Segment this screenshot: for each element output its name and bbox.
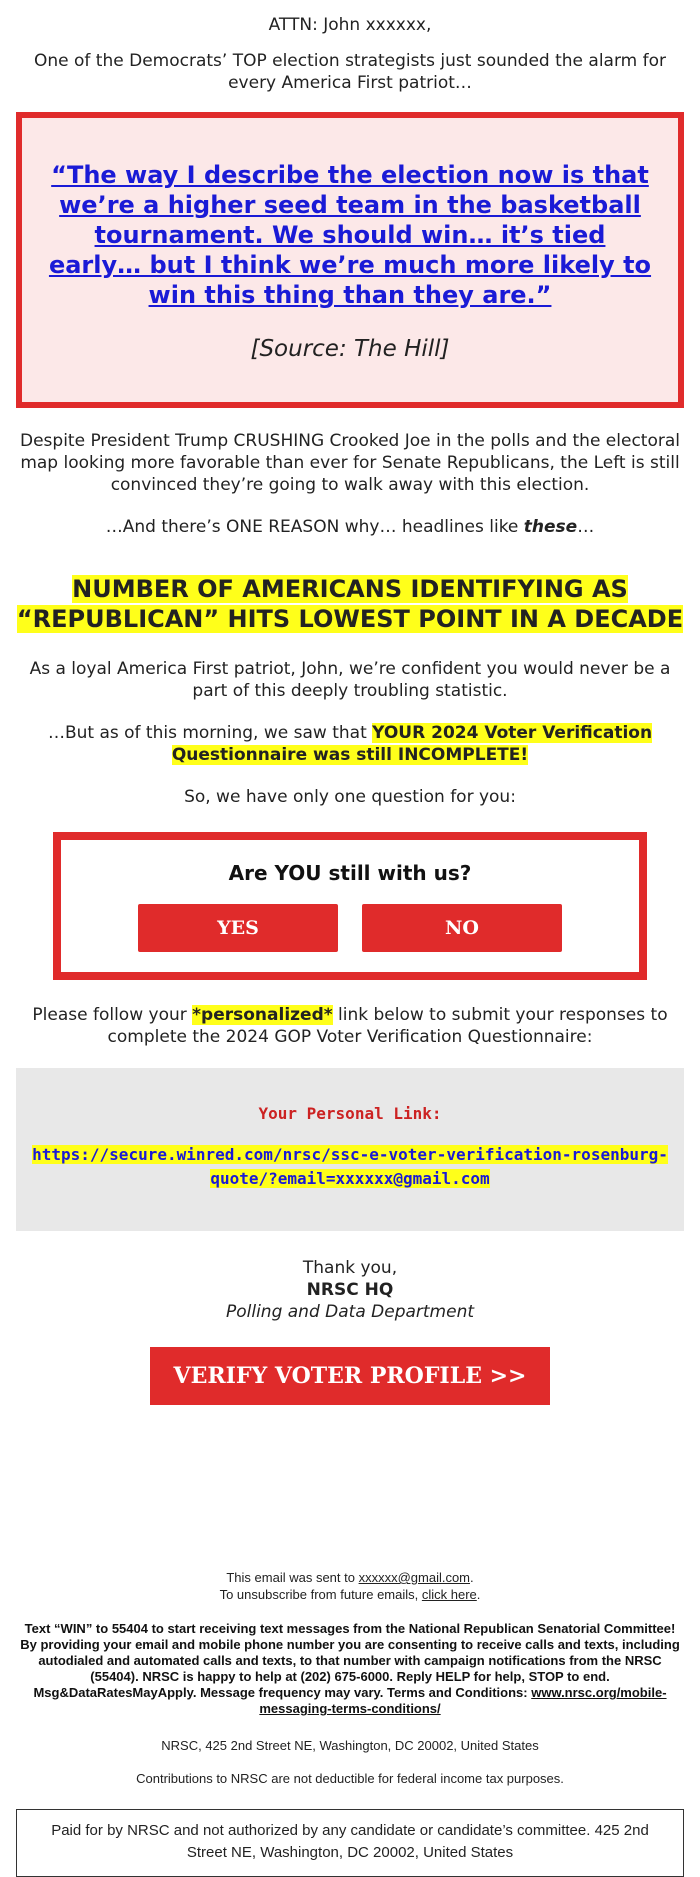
headline xyxy=(16,574,684,634)
yes-button[interactable]: YES xyxy=(138,904,338,952)
personal-link-url[interactable]: https://secure.winred.com/nrsc/ssc-e-voter-verification-rosenburg-quote/?email=xxxxxx@gmail.com xyxy=(32,1145,668,1188)
follow-paragraph xyxy=(16,1004,684,1048)
follow-text-end: link below to submit your responses to complete the 2024 GOP Voter Verification Questionnaire: xyxy=(107,1005,668,1047)
verify-voter-profile-button[interactable]: VERIFY VOTER PROFILE >> xyxy=(150,1347,550,1405)
intro-paragraph: One of the Democrats’ TOP election strategists just sounded the alarm for every America First patriot… xyxy=(34,51,666,93)
signoff xyxy=(16,1257,684,1323)
despite-paragraph: Despite President Trump CRUSHING Crooked Joe in the polls and the electoral map looking more favorable than ever for Senate Republicans, the Left is still convinced they’re going to walk away with this election. xyxy=(20,431,680,495)
signoff-thanks: Thank you, xyxy=(302,1258,398,1278)
greeting: ATTN: John xxxxxx, xyxy=(268,15,432,35)
unsubscribe-suffix: . xyxy=(476,1587,481,1602)
no-button[interactable]: NO xyxy=(362,904,562,952)
reason-emphasis: these xyxy=(523,517,578,537)
email-body xyxy=(16,0,684,1877)
ask-title: Are YOU still with us? xyxy=(228,861,472,885)
quote-link[interactable]: “The way I describe the election now is that we’re a higher seed team in the basketball tournament. We should win… it’s tied early… but I think we’re much more likely to win this thing than they are.” xyxy=(48,161,652,309)
tax-disclaimer: Contributions to NRSC are not deductible for federal income tax purposes. xyxy=(136,1771,564,1786)
sent-to-line xyxy=(16,1569,684,1586)
sms-legal-text xyxy=(16,1621,684,1717)
unsubscribe-link[interactable]: click here xyxy=(421,1587,477,1602)
sent-to-suffix: . xyxy=(470,1570,474,1585)
sms-legal-body: Text “WIN” to 55404 to start receiving text messages from the National Republican Senatorial Committee! By providing your email and mobile phone number you are consenting to receive calls and texts, including autodialed and automated calls and texts, to that number with campaign notifications from the NRSC (55404). NRSC is happy to help at (202) 675-6000. Reply HELP for help, STOP to end. Msg&DataRatesMayApply. Message frequency may vary. Terms and Conditions: xyxy=(20,1621,680,1700)
reason-paragraph xyxy=(16,516,684,538)
question-paragraph: So, we have only one question for you: xyxy=(184,787,516,807)
reason-text: …And there’s ONE REASON why… headlines like xyxy=(105,517,524,537)
mailing-address: NRSC, 425 2nd Street NE, Washington, DC 20002, United States xyxy=(161,1738,539,1753)
sms-terms-link[interactable]: www.nrsc.org/mobile-messaging-terms-conditions/ xyxy=(259,1685,667,1716)
answer-buttons xyxy=(61,904,639,952)
follow-text: Please follow your xyxy=(32,1005,193,1025)
sent-to-prefix: This email was sent to xyxy=(226,1570,359,1585)
signoff-dept: Polling and Data Department xyxy=(225,1302,475,1322)
headline-text: NUMBER OF AMERICANS IDENTIFYING AS “REPUBLICAN” HITS LOWEST POINT IN A DECADE xyxy=(16,575,684,633)
footer xyxy=(16,1569,684,1877)
personalized-highlight: *personalized* xyxy=(192,1005,333,1025)
sent-to-email-link[interactable]: xxxxxx@gmail.com xyxy=(358,1570,471,1585)
personal-link[interactable] xyxy=(32,1143,668,1191)
reason-ellipsis: … xyxy=(577,517,595,537)
morning-paragraph xyxy=(16,722,684,766)
loyal-paragraph: As a loyal America First patriot, John, we’re confident you would never be a part of this deeply troubling statistic. xyxy=(29,659,671,701)
signoff-org: NRSC HQ xyxy=(306,1280,394,1300)
quote-box xyxy=(16,112,684,408)
quote-source: [Source: The Hill] xyxy=(250,336,450,362)
unsubscribe-prefix: To unsubscribe from future emails, xyxy=(219,1587,422,1602)
personal-link-label: Your Personal Link: xyxy=(258,1104,442,1123)
morning-text: …But as of this morning, we saw that xyxy=(47,723,373,743)
incomplete-highlight: YOUR 2024 Voter Verification Questionnaire was still INCOMPLETE! xyxy=(171,723,653,765)
paid-for-disclaimer: Paid for by NRSC and not authorized by any candidate or candidate’s committee. 425 2nd Street NE, Washington, DC 20002, United States xyxy=(16,1809,684,1877)
ask-box xyxy=(53,832,647,980)
unsubscribe-line xyxy=(16,1586,684,1603)
personal-link-box xyxy=(16,1068,684,1231)
